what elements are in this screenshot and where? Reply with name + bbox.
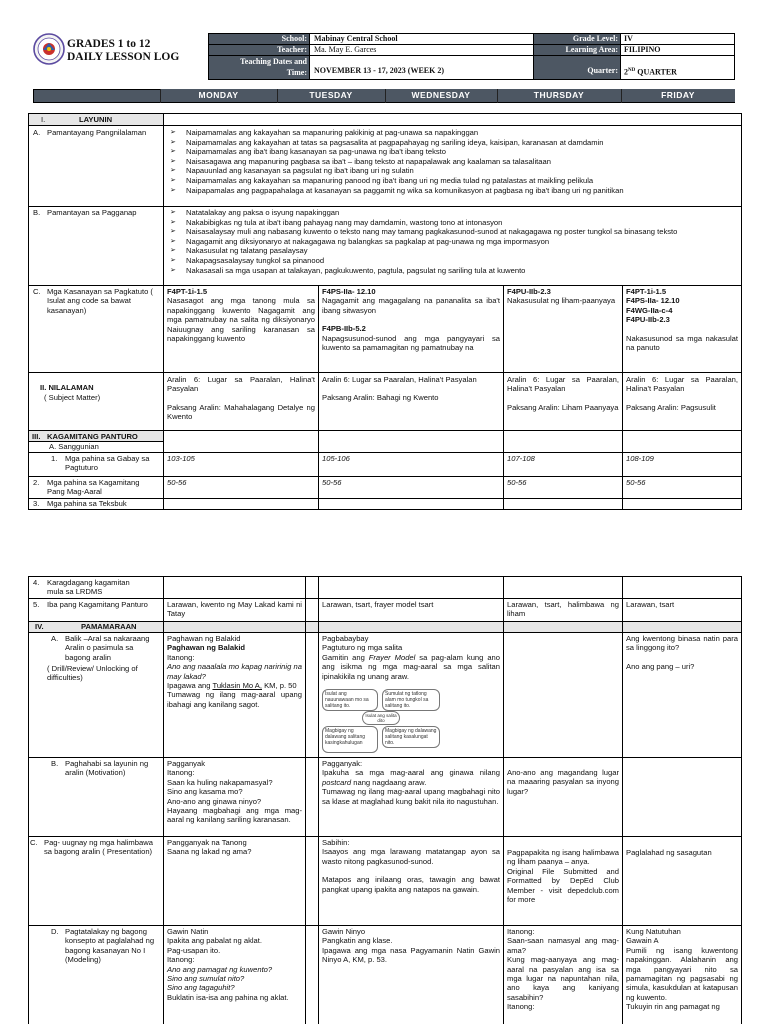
frayer-bottom-right: Magbigay ng dalawang salitang kasalungat nito. — [382, 726, 440, 748]
section-nilalaman-title: II. NILALAMAN — [40, 383, 94, 392]
list-item: ➢ Nagagamit ang diksiyonaryo at nakagagawa ng balangkas sa pagkalap at pag-unawa ng mga impormasyon — [168, 237, 738, 247]
row-2-label: Mga pahina sa Kagamitang Pang Mag-Aaral — [47, 478, 140, 497]
quarter-number: 2 — [624, 67, 628, 77]
row-1-number: 1. — [51, 454, 58, 463]
b-tuesday-cell — [319, 758, 503, 807]
a-monday-line-5 — [167, 681, 302, 690]
row-4-label: Karagdagang kagamitan mula sa LRDMS — [47, 578, 130, 597]
teacher-value: Ma. May E. Garces — [314, 45, 377, 54]
row-b-label: Pamantayan sa Pagganap — [47, 208, 137, 217]
d-monday-line-6: Sino ang sumulat nito? — [167, 974, 245, 984]
section-iii-number: III. — [32, 432, 41, 441]
list-item: ➢ Natatalakay ang paksa o isyung napakinggan — [168, 208, 738, 218]
nilalaman-thursday-aralin: Aralin 6: Lugar sa Paaralan, Halina't Pasyalan — [626, 375, 738, 394]
frayer-top-right: Sumulat ng tatlong alam mo tungkol sa salitang ito. — [382, 689, 440, 711]
proc-c-label: Pag- uugnay ng mga halimbawa sa bagong aralin ( Presentation) — [44, 838, 153, 857]
c-wednesday-cell — [504, 286, 622, 307]
r5-wednesday: Larawan, tsart, halimbawa ng liham — [507, 600, 619, 619]
list-item: ➢ Nakasasali sa mga usapan at talakayan, pagkukuwento, pagtula, pagsulat ng sariling tula at kuwento — [168, 266, 738, 276]
d-tuesday-line-2: Pangkatin ang klase. — [322, 936, 393, 946]
c2-tuesday-line-3: Matapos ang inilaang oras, tawagin ang bawat pangkat upang ipakita ang natapos na gawain. — [322, 875, 500, 894]
a-monday-line-5c: KM, p. 50 — [262, 681, 297, 691]
day-tuesday: TUESDAY — [277, 89, 385, 102]
d-wednesday-line-1: Itanong: — [507, 927, 535, 936]
proc-c-letter: C. — [30, 838, 38, 847]
r1-tuesday: 105-106 — [322, 454, 350, 463]
c-monday-text: Nasasagot ang mga tanong mula sa napakinggang kuwento Nagagamit ang mga pamatnubay na salita ng diksiyonaryo Naiuugnay ang sariling karanasan sa napakinggang kuwento — [167, 296, 315, 344]
c2-monday-line-2: Saana ng lakad ng ama? — [167, 847, 252, 857]
d-tuesday-cell — [319, 926, 503, 966]
b-tuesday-line-2 — [322, 768, 500, 787]
c-tuesday-code: F4PS-IIa- 12.10 — [322, 287, 376, 296]
row-a-letter: A. — [33, 128, 41, 137]
school-value: Mabinay Central School — [314, 34, 398, 43]
list-item: ➢ Naipamamalas ang kakayahan sa mapanuring pakikinig at pag-unawa sa napakinggan — [168, 128, 738, 138]
b-tuesday-line-2b: postcard — [322, 777, 352, 787]
a-tuesday-line-3c: sa pag-alam kung ano ang isikma ng mga mag-aaral sa mga salitan ipinakikila ng unang araw. — [322, 652, 500, 681]
d-monday-line-7: Sino ang tagaguhit? — [167, 983, 235, 993]
deped-seal-logo — [33, 33, 65, 65]
a-tuesday-line-3 — [322, 653, 500, 681]
d-tuesday-line-3: Ipagawa ang mga nasa Pagyamanin Natin Gawin Ninyo A, KM, p. 53. — [322, 945, 500, 965]
b-tuesday-line-2c: nang nagdaang araw. — [351, 777, 427, 787]
d-monday-line-5: Ano ang pamagat ng kuwento? — [167, 964, 273, 974]
school-label: School: — [281, 34, 307, 43]
grade-label: Grade Level: — [572, 34, 618, 43]
section-i-number: I. — [41, 115, 46, 124]
area-label: Learning Area: — [565, 45, 618, 54]
area-value: FILIPINO — [624, 45, 661, 54]
nilalaman-tuesday-paksa: Paksang Aralin: Bahagi ng Kwento — [322, 393, 439, 403]
proc-a-label: Balik –Aral sa nakaraang Aralin o pasimula sa bagong aralin — [65, 634, 150, 662]
title-line-2: DAILY LESSON LOG — [67, 51, 180, 63]
d-thursday-line-1: Kung Natutuhan — [626, 927, 681, 936]
c-monday-code: F4PT-1i-1.5 — [167, 287, 208, 296]
c2-tuesday-line-1: Sabihin: — [322, 838, 350, 847]
section-iv-number: IV. — [35, 622, 44, 631]
b-tuesday-line-2a: Ipakuha sa mga mag-aaral ang ginawa nilang — [322, 768, 500, 778]
b-monday-cell — [164, 758, 305, 826]
d-thursday-line-3: Pumili ng isang kuwentong napakinggan. Alalahanin ang mga pangyayari nito sa pamamagitan ng pagsasabi ng simula, kasukdulan at katapusan ng kuwento. — [626, 945, 738, 1002]
row-3-label: Mga pahina sa Teksbuk — [47, 499, 127, 508]
section-kagamitan-title: KAGAMITANG PANTURO — [47, 432, 138, 441]
nilalaman-tuesday-aralin: Aralin 6: Lugar sa Paaralan, Halina't Pasyalan — [322, 375, 477, 384]
b-monday-line-5: Ano-ano ang ginawa ninyo? — [167, 796, 262, 806]
content-standards-list — [168, 128, 738, 195]
a-friday-cell — [623, 633, 741, 672]
r1-thursday: 108-109 — [626, 454, 654, 463]
list-item: ➢ Naipamamalas ang iba't ibang kasanayan sa pag-unawa ng iba't ibang teksto — [168, 147, 738, 157]
a-monday-line-5b: Tuklasin Mo A, — [212, 681, 262, 691]
d-monday-line-1: Gawin Natin — [167, 927, 209, 936]
d-monday-line-4: Itanong: — [167, 955, 195, 965]
a-tuesday-cell — [319, 633, 503, 682]
proc-b-letter: B. — [51, 759, 59, 768]
row-2-number: 2. — [33, 478, 40, 487]
quarter-suffix: ND — [628, 68, 636, 73]
quarter-value — [624, 66, 677, 78]
b-monday-line-3: Saan ka huling nakapamasyal? — [167, 777, 273, 787]
teacher-label: Teacher: — [277, 45, 307, 54]
b-monday-line-1: Pagganyak — [167, 759, 205, 768]
row-5-number: 5. — [33, 600, 40, 609]
section-pamamaraan-title: PAMAMARAAN — [81, 622, 137, 631]
proc-b-label: Paghahabi sa layunin ng aralin (Motivation) — [65, 759, 149, 778]
nilalaman-wednesday — [504, 374, 622, 413]
c-thursday-text: Nakasusunod sa mga nakasulat na panuto — [626, 333, 738, 353]
page-title — [67, 38, 179, 64]
list-item: ➢ Nakapagsasalaysay tungkol sa pinanood — [168, 256, 738, 266]
c-tuesday-code-2: F4PB-IIb-5.2 — [322, 324, 366, 334]
r2-tuesday: 50-56 — [322, 478, 342, 487]
row-a-label: Pamantayang Pangnilalaman — [47, 128, 147, 137]
grade-value: IV — [624, 34, 633, 43]
sanggunian-label: A. Sanggunian — [49, 442, 99, 451]
c-tuesday-cell — [319, 286, 503, 353]
c-monday-cell — [164, 286, 318, 344]
nilalaman-thursday — [623, 374, 741, 413]
c2-wednesday-line-2: Original File Submitted and Formatted by DepEd Club Member - visit depedclub.com for more — [507, 866, 619, 905]
title-line-1: GRADES 1 to 12 — [67, 38, 151, 50]
nilalaman-wednesday-aralin: Aralin 6: Lugar sa Paaralan, Halina't Pasyalan — [507, 375, 619, 394]
c-thursday-code-1: F4PT-1i-1.5 — [626, 287, 667, 296]
c2-monday-line-1: Pangganyak na Tanong — [167, 838, 247, 847]
nilalaman-monday — [164, 374, 318, 423]
r5-tuesday: Larawan, tsart, frayer model tsart — [322, 600, 434, 609]
c2-tuesday-line-2: Isaayos ang mga larawang matatangap ayon sa wasto nitong pagkasunod-sunod. — [322, 847, 500, 866]
a-tuesday-line-3b: Frayer Model — [368, 652, 416, 662]
nilalaman-monday-aralin: Aralin 6: Lugar sa Paaralan, Halina't Pasyalan — [167, 375, 315, 394]
list-item: ➢ Napauunlad ang kasanayan sa pagsulat ng iba't ibang uri ng sulatin — [168, 166, 738, 176]
d-monday-line-3: Pag-usapan ito. — [167, 945, 221, 955]
d-wednesday-cell — [504, 926, 622, 1024]
row-3-number: 3. — [33, 499, 40, 508]
d-monday-line-8: Buklatin isa-isa ang pahina ng aklat. — [167, 992, 289, 1002]
b-tuesday-line-3: Tumawag ng ilang mag-aaral upang magbahagi nito sa klase at maglahad kung bakit nila ito nagustuhan. — [322, 787, 500, 806]
nilalaman-tuesday — [319, 374, 503, 404]
a-tuesday-line-1: Pagbabaybay — [322, 634, 369, 643]
proc-a-letter: A. — [51, 634, 59, 643]
list-item: ➢ Nakabibigkas ng tula at iba't ibang pahayag nang may damdamin, wastong tono at intonasyon — [168, 218, 738, 228]
c-thursday-code-3: F4WG-IIa-c-4 — [626, 305, 673, 315]
proc-a-sub: ( Drill/Review/ Unlocking of difficulties) — [47, 664, 138, 683]
row-5-label: Iba pang Kagamitang Panturo — [47, 600, 148, 609]
a-tuesday-line-2: Pagtuturo ng mga salita — [322, 643, 403, 653]
proc-d-letter: D. — [51, 927, 59, 936]
list-item: ➢ Naipamamalas ang kakayahan sa mapanuring panood ng iba't ibang uri ng media tulad ng patalastas at maikling pelikula — [168, 176, 738, 186]
d-wednesday-line-2: Saan-saan namasyal ang mag-ama? — [507, 936, 619, 955]
a-monday-line-3: Itanong: — [167, 652, 195, 662]
r5-monday: Larawan, kwento ng May Lakad kami ni Tatay — [167, 600, 302, 619]
a-friday-line-2: Ano ang pang – uri? — [626, 661, 695, 671]
list-item: ➢ Naipapamalas ang pagpapahalaga at kasanayan sa paggamit ng wika sa komunikasyon at pagbasa ng iba't ibang uri ng panitikan — [168, 186, 738, 196]
a-friday-line-1: Ang kwentong binasa natin para sa linggong ito? — [626, 634, 738, 653]
c-wednesday-text: Nakasusulat ng liham-paanyaya — [507, 296, 616, 306]
r5-thursday: Larawan, tsart — [626, 600, 675, 609]
list-item: ➢ Naisasalaysay muli ang nabasang kuwento o teksto nang may tamang pagkakasunod-sunod at nakagagawa ng poster tungkol sa binasang teksto — [168, 227, 738, 237]
d-monday-line-2: Ipakita ang pabalat ng aklat. — [167, 936, 262, 946]
d-thursday-line-2: Gawain A — [626, 936, 659, 946]
r1-wednesday: 107-108 — [507, 454, 535, 463]
section-layunin-title: LAYUNIN — [79, 115, 113, 124]
row-1-label: Mga pahina sa Gabay sa Pagtuturo — [65, 454, 150, 473]
d-tuesday-line-1: Gawin Ninyo — [322, 927, 366, 936]
c-thursday-code-4: F4PU-IIb-2.3 — [626, 315, 670, 325]
a-monday-cell — [164, 633, 305, 710]
a-tuesday-line-3a: Gamitin ang — [322, 652, 369, 662]
c2-thursday-cell: Paglalahad ng sasagutan — [626, 848, 712, 857]
nilalaman-wednesday-paksa: Paksang Aralin: Liham Paanyaya — [507, 402, 619, 412]
nilalaman-thursday-paksa: Paksang Aralin: Pagsusulit — [626, 402, 716, 412]
c-tuesday-text-1: Nagagamit ang magagalang na pananalita sa iba't ibang sitwasyon — [322, 296, 500, 315]
nilalaman-monday-paksa: Paksang Aralin: Mahahalagang Detalye ng Kwento — [167, 402, 315, 422]
c2-wednesday-line-1: Pagpapakita ng isang halimbawa ng liham paanya – anya. — [507, 848, 619, 867]
d-wednesday-line-4: Itanong: — [507, 1002, 535, 1012]
a-monday-line-4: Ano ang naaalala mo kapag naririnig na may lakad? — [167, 662, 302, 681]
c-thursday-code-2: F4PS-IIa- 12.10 — [626, 296, 680, 306]
day-friday: FRIDAY — [621, 89, 735, 102]
a-monday-line-1: Paghawan ng Balakid — [167, 634, 241, 643]
d-wednesday-line-3: Kung mag-aanyaya ang mag-aaral na pasyalan ang isa sa mga lugar na napuntahan nila, ano kaya ang kaniyang sasabihin? — [507, 955, 619, 1002]
frayer-top-left: Isulat ang nauunawaan mo sa salitang ito. — [322, 689, 378, 711]
list-item: ➢ Nakasusulat ng talatang pasalaysay — [168, 246, 738, 256]
a-monday-line-2: Paghawan ng Balakid — [167, 643, 246, 653]
b-monday-line-6: Hayaang magbahagi ang mga mag-aaral ng kanilang sariling karanasan. — [167, 806, 302, 825]
proc-d-label: Pagtatalakay ng bagong konsepto at paglalahad ng bagong kasanayan No I (Modeling) — [65, 927, 155, 965]
dates-value: NOVEMBER 13 - 17, 2023 (WEEK 2) — [314, 66, 444, 75]
section-nilalaman-sub: ( Subject Matter) — [44, 393, 101, 402]
day-monday: MONDAY — [160, 89, 277, 102]
c2-monday-cell — [164, 837, 305, 858]
list-item: ➢ Naipamamalas ang kakayahan at tatas sa pagsasalita at pagpapahayag ng sariling ideya, kaisipan, karanasan at damdamin — [168, 138, 738, 148]
c2-tuesday-cell — [319, 837, 503, 895]
b-wednesday-cell: Ano-ano ang magandang lugar na maaaring pasyalan sa inyong lugar? — [507, 768, 619, 796]
b-monday-line-4: Sino ang kasama mo? — [167, 787, 243, 797]
quarter-word: QUARTER — [635, 67, 677, 77]
day-thursday: THURSDAY — [497, 89, 621, 102]
r2-monday: 50-56 — [167, 478, 187, 487]
a-monday-line-5a: Ipagawa ang — [167, 681, 213, 691]
r2-thursday: 50-56 — [626, 478, 646, 487]
r2-wednesday: 50-56 — [507, 478, 527, 487]
row-4-number: 4. — [33, 578, 40, 587]
day-wednesday: WEDNESDAY — [385, 89, 497, 102]
r1-monday: 103-105 — [167, 454, 195, 463]
b-tuesday-line-1: Pagganyak: — [322, 759, 363, 768]
row-b-letter: B. — [33, 208, 41, 217]
row-c-label: Mga Kasanayan sa Pagkatuto ( Isulat ang code sa bawat kasanayan) — [47, 287, 153, 315]
c2-wednesday-cell — [504, 847, 622, 905]
dates-label — [208, 56, 307, 78]
dates-label-line-2: Time: — [286, 68, 307, 77]
b-monday-line-2: Itanong: — [167, 768, 195, 778]
frayer-bottom-left: Magbigay ng dalawang salitang kasingkahulugan — [322, 726, 378, 753]
d-thursday-line-4: Tukuyin rin ang pamagat ng — [626, 1002, 720, 1012]
a-monday-line-6: Tumawag ng ilang mag-aaral upang ibahagi ang kanilang sagot. — [167, 690, 302, 709]
c-thursday-cell — [623, 286, 741, 353]
performance-standards-list — [168, 208, 738, 275]
d-monday-cell — [164, 926, 305, 1003]
row-c-letter: C. — [33, 287, 41, 296]
dates-label-line-1: Teaching Dates and — [240, 57, 307, 66]
d-thursday-cell — [623, 926, 741, 1024]
c-tuesday-text-2: Napagsusunod-sunod ang mga pangyayari sa kuwento sa pamamagitan ng pamatnubay na — [322, 333, 500, 353]
c-wednesday-code: F4PU-IIb-2.3 — [507, 287, 551, 296]
frayer-model-diagram — [322, 689, 442, 753]
list-item: ➢ Naisasagawa ang mapanuring pagbasa sa iba't – ibang teksto at napapalawak ang kaalaman sa talasalitaan — [168, 157, 738, 167]
quarter-label: Quarter: — [587, 66, 618, 75]
frayer-center: Isulat ang salita dito — [362, 711, 400, 725]
